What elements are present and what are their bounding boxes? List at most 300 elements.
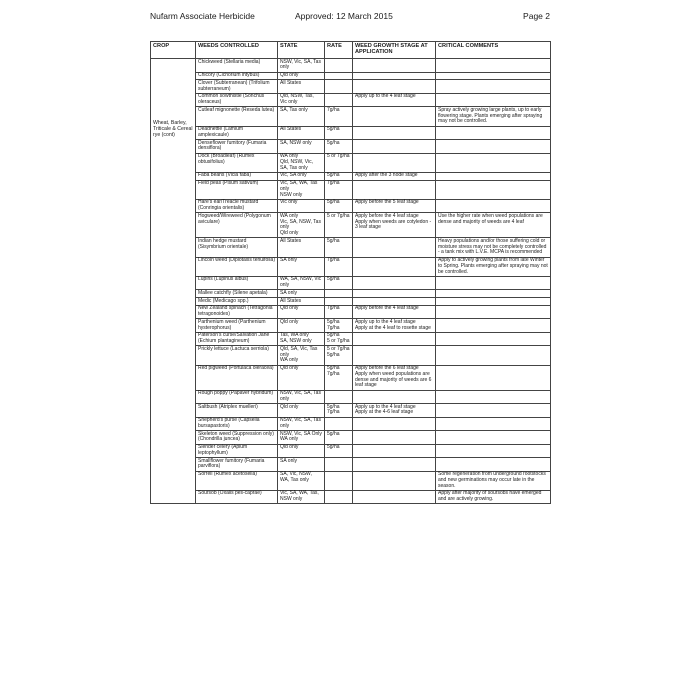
rate-text: 7g/ha — [327, 409, 340, 416]
rate-cell — [325, 444, 353, 458]
comments-cell — [436, 140, 551, 154]
table-row — [151, 346, 551, 365]
state-cell — [278, 107, 325, 126]
state-text: All States — [280, 79, 302, 86]
weed-name: Field peas (Pisum sativum) — [198, 180, 259, 186]
col-header-stage: WEED GROWTH STAGE AT APPLICATION — [353, 42, 436, 59]
weed-cell — [196, 276, 278, 290]
rate-cell — [325, 390, 353, 404]
weed-cell — [196, 107, 278, 126]
stage-text: Apply at the 4 leaf to rosette stage — [355, 324, 431, 331]
comments-cell — [436, 404, 551, 418]
weed-name: Shepherd's purse (Capsella bursapastoris) — [198, 417, 260, 429]
comments-cell — [436, 471, 551, 490]
state-text: Qld only — [280, 365, 299, 371]
comments-cell — [436, 213, 551, 238]
comments-cell — [436, 276, 551, 290]
rate-text: 5g/ha — [327, 332, 340, 339]
rate-text: 5g/ha — [327, 318, 340, 325]
stage-cell — [353, 490, 436, 504]
comments-cell — [436, 59, 551, 73]
state-text: NSW, Vic, SA, Tas only — [280, 58, 321, 71]
comments-cell — [436, 153, 551, 172]
comments-cell — [436, 180, 551, 199]
state-cell — [278, 471, 325, 490]
weed-name: Faba beans (Vicia faba) — [198, 172, 251, 179]
stage-cell — [353, 458, 436, 472]
rate-cell — [325, 126, 353, 140]
comments-cell — [436, 319, 551, 333]
table-row — [151, 458, 551, 472]
state-text: SA, Tas only — [280, 106, 308, 113]
stage-cell — [353, 199, 436, 213]
rate-text: 7g/ha — [327, 305, 340, 312]
comments-text: Use the higher rate when weed populations are dense and majority of weeds are 4 leaf — [438, 212, 543, 225]
state-text: Vic only — [280, 199, 298, 206]
state-text: WA, SA, NSW, Vic only — [280, 276, 322, 288]
state-text: NSW only — [280, 191, 303, 198]
rate-cell — [325, 431, 353, 445]
state-text: SA only — [280, 257, 297, 263]
state-cell — [278, 365, 325, 390]
rate-cell — [325, 199, 353, 213]
comments-text: Some regeneration from underground rootstocks and new germinations may occur late in the season. — [438, 471, 546, 489]
table-row — [151, 404, 551, 418]
comments-cell — [436, 365, 551, 390]
rate-cell — [325, 298, 353, 306]
table-row — [151, 471, 551, 490]
stage-cell — [353, 298, 436, 306]
comments-cell — [436, 126, 551, 140]
weed-cell — [196, 93, 278, 107]
weed-name: Deadnettle (Lamium amplexicaule) — [198, 126, 244, 138]
rate-text: 5g/ha — [327, 237, 340, 244]
stage-cell — [353, 471, 436, 490]
comments-text: Apply to actively growing plants from late Winter to Spring. Plants emerging after spraying may not be controlled. — [438, 257, 548, 275]
table-row — [151, 153, 551, 172]
weed-name: Hogweed/Wireweed (Polygonum aviculare) — [198, 212, 271, 225]
stage-cell — [353, 276, 436, 290]
comments-cell — [436, 199, 551, 213]
state-text: SA only — [280, 289, 297, 296]
table-row — [151, 93, 551, 107]
stage-cell — [353, 390, 436, 404]
weed-name: Saltbush (Atriplex muelleri) — [198, 403, 258, 410]
rate-text: 5 or 7g/ha — [327, 212, 350, 219]
rate-text: 7g/ha — [327, 324, 340, 331]
state-cell — [278, 290, 325, 298]
state-text: NSW, Vic, SA, Tas only — [280, 390, 321, 402]
table-row — [151, 431, 551, 445]
rate-cell — [325, 490, 353, 504]
weed-cell — [196, 213, 278, 238]
weed-cell — [196, 490, 278, 504]
rate-cell — [325, 238, 353, 257]
rate-cell — [325, 180, 353, 199]
rate-cell — [325, 290, 353, 298]
weed-cell — [196, 404, 278, 418]
rate-cell — [325, 59, 353, 73]
stage-cell — [353, 140, 436, 154]
rate-text: 5g/ha — [327, 444, 340, 450]
weed-cell — [196, 199, 278, 213]
state-cell — [278, 140, 325, 154]
state-cell — [278, 238, 325, 257]
weed-name: Lincoln weed (Diplotaxis tenuifolia) — [198, 257, 275, 263]
stage-text: Apply before the 4 leaf stage — [355, 212, 419, 219]
comments-cell — [436, 444, 551, 458]
stage-cell — [353, 72, 436, 80]
state-cell — [278, 298, 325, 306]
stage-cell — [353, 332, 436, 346]
stage-cell — [353, 126, 436, 140]
comments-cell — [436, 80, 551, 94]
crop-cell: Wheat, Barley, Triticale & Cereal rye (cont) — [151, 59, 196, 504]
table-row — [151, 417, 551, 431]
state-cell — [278, 490, 325, 504]
weed-cell — [196, 180, 278, 199]
weed-cell — [196, 444, 278, 458]
weed-cell — [196, 431, 278, 445]
state-text: NSW, Vic, SA, Tas only — [280, 417, 321, 429]
weed-name: Prickly lettuce (Lactuca serriola) — [198, 345, 269, 352]
table-row — [151, 444, 551, 458]
weed-name: Rough poppy (Papaver hybridum) — [198, 390, 274, 396]
stage-cell — [353, 257, 436, 276]
weed-cell — [196, 290, 278, 298]
stage-text: Apply before the 5 leaf stage — [355, 199, 419, 206]
state-cell — [278, 59, 325, 73]
weed-name: Dock (Broadleaf) (Rumex obtusifolius) — [198, 153, 255, 165]
state-text: Vic, SA only — [280, 172, 307, 179]
col-header-crop: CROP — [151, 42, 196, 59]
weed-cell — [196, 80, 278, 94]
weed-name: Lupins (Lupinus albus) — [198, 276, 249, 283]
stage-cell — [353, 417, 436, 431]
weed-name: Skeleton weed (Suppression only) (Chondrilla juncea) — [198, 430, 274, 443]
rate-cell — [325, 257, 353, 276]
rate-cell — [325, 140, 353, 154]
table-row — [151, 172, 551, 180]
rate-cell — [325, 319, 353, 333]
table-row — [151, 107, 551, 126]
rate-text: 5 or 7g/ha — [327, 345, 350, 352]
weed-cell — [196, 238, 278, 257]
weed-cell — [196, 332, 278, 346]
state-cell — [278, 417, 325, 431]
comments-cell — [436, 458, 551, 472]
rate-cell — [325, 276, 353, 290]
comments-cell — [436, 172, 551, 180]
state-cell — [278, 458, 325, 472]
table-row — [151, 390, 551, 404]
comments-cell — [436, 72, 551, 80]
rate-cell — [325, 305, 353, 319]
weed-cell — [196, 458, 278, 472]
weed-cell — [196, 305, 278, 319]
comments-cell — [436, 107, 551, 126]
weed-name: Hare's ear/Treacle mustard (Conringia orientalis) — [198, 199, 259, 211]
table-row — [151, 319, 551, 333]
rate-cell — [325, 213, 353, 238]
weed-cell — [196, 390, 278, 404]
product-title: Nufarm Associate Herbicide — [150, 11, 255, 21]
table-header-row — [151, 42, 551, 59]
stage-cell — [353, 290, 436, 298]
table-row — [151, 238, 551, 257]
col-header-weeds: WEEDS CONTROLLED — [196, 42, 278, 59]
rate-text: 7g/ha — [327, 257, 340, 263]
state-cell — [278, 346, 325, 365]
state-cell — [278, 444, 325, 458]
comments-cell — [436, 298, 551, 306]
state-cell — [278, 153, 325, 172]
state-text: Qld only — [280, 444, 299, 450]
rate-text: 5g/ha — [327, 403, 340, 410]
weed-name: Chicory (Cichorium intybus) — [198, 72, 260, 78]
state-text: SA, NSW only — [280, 139, 312, 146]
state-cell — [278, 276, 325, 290]
stage-cell — [353, 180, 436, 199]
rate-text: 5g/ha — [327, 351, 340, 358]
state-cell — [278, 431, 325, 445]
state-text: Vic, SA, NSW, Tas only — [280, 218, 321, 231]
rate-text: 5g/ha — [327, 126, 340, 132]
comments-cell — [436, 305, 551, 319]
rate-cell — [325, 458, 353, 472]
rate-cell — [325, 471, 353, 490]
weed-cell — [196, 172, 278, 180]
weed-name: Denseflower fumitory (Fumaria densiflora) — [198, 139, 267, 152]
weed-cell — [196, 346, 278, 365]
stage-text: Apply when weed populations are dense and majority of weeds are 6 leaf stage — [355, 370, 432, 389]
state-cell — [278, 172, 325, 180]
comments-cell — [436, 431, 551, 445]
state-text: Qld, SA, Vic, Tas only — [280, 345, 318, 358]
state-text: SA, Vic, NSW, WA, Tas only — [280, 471, 312, 483]
state-cell — [278, 126, 325, 140]
state-cell — [278, 404, 325, 418]
rate-cell — [325, 172, 353, 180]
stage-cell — [353, 153, 436, 172]
state-text: All States — [280, 237, 302, 244]
state-text: All States — [280, 126, 302, 132]
state-text: Vic, SA, WA, Tas, NSW only — [280, 490, 319, 502]
rate-text: 5g/ha — [327, 199, 340, 206]
rate-cell — [325, 153, 353, 172]
stage-cell — [353, 172, 436, 180]
rate-text: 7g/ha — [327, 106, 340, 113]
table-row — [151, 257, 551, 276]
table-row — [151, 276, 551, 290]
comments-text: Spray actively growing large plants, up to early flowering stage. Plants emerging after spraying may not be controlled. — [438, 106, 543, 125]
stage-text: Apply before the 4 leaf stage — [355, 305, 419, 312]
table-row — [151, 298, 551, 306]
table-row — [151, 80, 551, 94]
state-text: WA only — [280, 153, 299, 159]
table-row — [151, 213, 551, 238]
weed-name: Common sowthistle (Sonchus oleraceus) — [198, 93, 265, 105]
stage-text: Apply after the 3 node stage — [355, 172, 418, 179]
weed-name: Cutleaf mignonette (Reseda lutea) — [198, 106, 275, 113]
weed-cell — [196, 417, 278, 431]
stage-cell — [353, 80, 436, 94]
state-cell — [278, 199, 325, 213]
rate-text: 5 or 7g/ha — [327, 338, 350, 344]
state-text: WA only — [280, 212, 299, 219]
state-text: Qld only — [280, 72, 299, 78]
table-row — [151, 126, 551, 140]
weed-cell — [196, 471, 278, 490]
weed-name: Chickweed (Stellaria media) — [198, 58, 261, 65]
stage-cell — [353, 213, 436, 238]
table-row — [151, 305, 551, 319]
table-body — [151, 59, 551, 504]
rate-cell — [325, 107, 353, 126]
col-header-state: STATE — [278, 42, 325, 59]
comments-cell — [436, 93, 551, 107]
weed-name: Smallflower fumitory (Fumaria parviflora) — [198, 457, 265, 470]
weed-name: New Zealand spinach (Tetragonia tetragonoides) — [198, 305, 273, 317]
rate-cell — [325, 332, 353, 346]
state-cell — [278, 305, 325, 319]
rate-text: 7g/ha — [327, 370, 340, 377]
rate-cell — [325, 365, 353, 390]
state-text: WA only — [280, 357, 299, 364]
table-row — [151, 490, 551, 504]
weed-cell — [196, 59, 278, 73]
state-cell — [278, 72, 325, 80]
stage-cell — [353, 346, 436, 365]
table-row — [151, 140, 551, 154]
table-row — [151, 59, 551, 73]
comments-cell — [436, 390, 551, 404]
weed-cell — [196, 126, 278, 140]
stage-cell — [353, 444, 436, 458]
state-text: Vic, SA, WA, Tas only — [280, 180, 318, 192]
comments-text: Heavy populations and/or those suffering cold or moisture stress may not be completely controlled - a tank mix with L.V.E. MCPA is recommended — [438, 237, 547, 256]
weed-name: Indian hedge mustard (Sisymbrium orientale) — [198, 237, 249, 250]
table-row — [151, 180, 551, 199]
rate-text: 5g/ha — [327, 276, 340, 283]
stage-text: Apply before the 6 leaf stage — [355, 365, 419, 371]
directions-for-use-table — [150, 41, 551, 504]
comments-cell — [436, 490, 551, 504]
rate-cell — [325, 346, 353, 365]
state-text: Qld only — [280, 318, 299, 325]
stage-cell — [353, 431, 436, 445]
state-text: NSW, Vic, SA Only — [280, 430, 322, 437]
table-row — [151, 332, 551, 346]
state-cell — [278, 390, 325, 404]
state-text: Tas, WA only — [280, 332, 309, 339]
rate-cell — [325, 72, 353, 80]
state-cell — [278, 332, 325, 346]
stage-cell — [353, 93, 436, 107]
table-row — [151, 72, 551, 80]
weed-cell — [196, 257, 278, 276]
state-text: Qld, NSW, Vic, SA, Tas only — [280, 158, 313, 171]
state-text: Qld only — [280, 403, 299, 410]
rate-text: 5g/ha — [327, 430, 340, 437]
weed-name: Paterson's curse/Salvation Jane (Echium plantagineum) — [198, 332, 270, 344]
weed-cell — [196, 153, 278, 172]
stage-cell — [353, 404, 436, 418]
rate-text: 7g/ha — [327, 180, 340, 186]
col-header-comments: CRITICAL COMMENTS — [436, 42, 551, 59]
weed-name: Slender celery (Apium leptophyllum) — [198, 444, 248, 456]
weed-name: Red pigweed (Portulaca oleracea) — [198, 365, 274, 371]
weed-cell — [196, 298, 278, 306]
weed-cell — [196, 319, 278, 333]
stage-cell — [353, 107, 436, 126]
state-text: SA only — [280, 457, 297, 464]
comments-cell — [436, 417, 551, 431]
weed-name: Sorrell (Rumex acetosella) — [198, 471, 257, 477]
rate-cell — [325, 417, 353, 431]
state-text: Qld only — [280, 305, 299, 312]
comments-cell — [436, 332, 551, 346]
rate-cell — [325, 80, 353, 94]
comments-cell — [436, 346, 551, 365]
state-text: Qld, NSW, Tas, Vic only — [280, 93, 314, 105]
state-text: Qld only — [280, 230, 299, 236]
state-text: WA only — [280, 436, 299, 443]
comments-cell — [436, 238, 551, 257]
rate-text: 5g/ha — [327, 139, 340, 146]
weed-name: Parthenium weed (Parthenium hysterophorus) — [198, 318, 266, 331]
table-row — [151, 365, 551, 390]
table-row — [151, 199, 551, 213]
stage-text: Apply up to the 4 leaf stage — [355, 403, 416, 410]
weed-name: Mallee catchfly (Silene apetala) — [198, 289, 268, 296]
state-cell — [278, 93, 325, 107]
stage-cell — [353, 365, 436, 390]
rate-cell — [325, 93, 353, 107]
stage-cell — [353, 305, 436, 319]
stage-text: Apply when weeds are cotyledon - 3 leaf stage — [355, 218, 432, 231]
stage-cell — [353, 238, 436, 257]
state-text: SA, NSW only — [280, 338, 312, 344]
state-cell — [278, 180, 325, 199]
rate-text: 5g/ha — [327, 172, 340, 179]
table-row — [151, 290, 551, 298]
weed-name: Medic (Medicago spp.) — [198, 297, 249, 304]
comments-text: Apply after majority of soursobs have emerged and are actively growing. — [438, 490, 542, 502]
comments-cell — [436, 290, 551, 298]
stage-cell — [353, 59, 436, 73]
rate-text: 5g/ha — [327, 365, 340, 371]
state-text: All States — [280, 297, 302, 304]
approval-date: Approved: 12 March 2015 — [295, 11, 393, 21]
state-cell — [278, 213, 325, 238]
stage-cell — [353, 319, 436, 333]
state-cell — [278, 319, 325, 333]
page-number: Page 2 — [523, 11, 550, 21]
weed-cell — [196, 140, 278, 154]
state-cell — [278, 257, 325, 276]
col-header-rate: RATE — [325, 42, 353, 59]
stage-text: Apply up to the 4 leaf stage — [355, 318, 416, 325]
comments-cell — [436, 257, 551, 276]
rate-cell — [325, 404, 353, 418]
weed-name: Soursob (Oxalis pes-caprae) — [198, 490, 262, 497]
weed-cell — [196, 72, 278, 80]
page-header — [150, 11, 550, 25]
weed-cell — [196, 365, 278, 390]
state-cell — [278, 80, 325, 94]
rate-text: 5 or 7g/ha — [327, 153, 350, 159]
